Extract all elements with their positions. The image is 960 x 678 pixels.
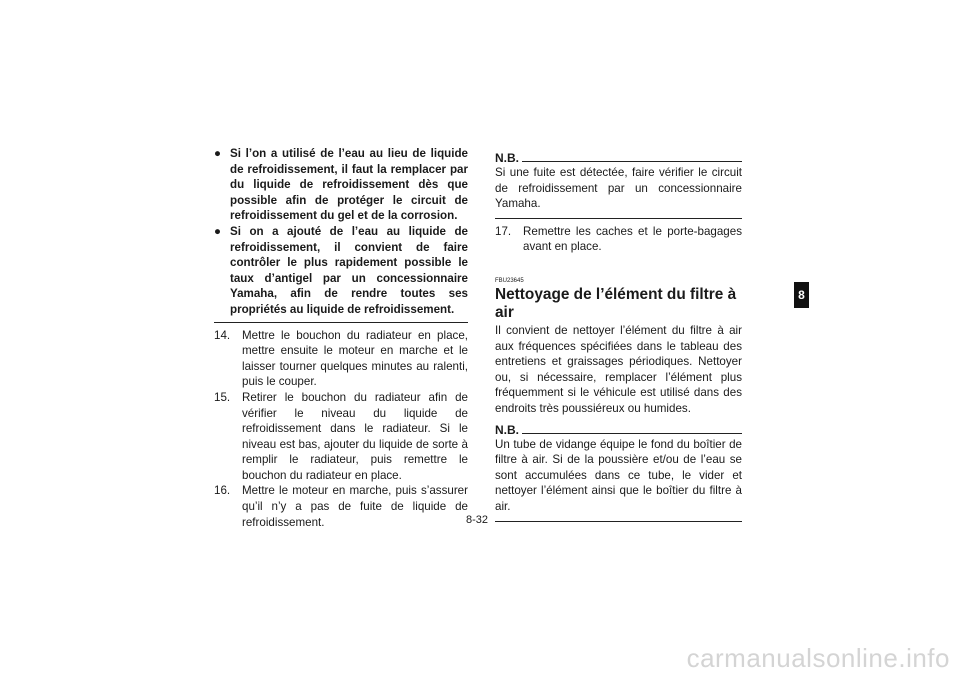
- step-number: 15.: [214, 390, 231, 404]
- section-code: FBU23645: [495, 277, 524, 284]
- note-end-rule: [495, 218, 742, 219]
- warning-bullet-item: [214, 146, 468, 224]
- note-header: [495, 151, 742, 165]
- right-column: [495, 151, 742, 527]
- note-text: Si une fuite est détectée, faire vérifier le circuit de refroidissement par un concessionnaire Yamaha.: [495, 166, 742, 211]
- bullet-icon: ●: [214, 147, 222, 160]
- step-number: 17.: [495, 224, 512, 238]
- warning-text: Si l’on a utilisé de l’eau au lieu de liquide de refroidissement, il faut la remplacer par du liquide de refroidissement dès que possible afin de protéger le circuit de refroidissement du gel et de la corrosion.: [230, 147, 468, 223]
- step-text: Mettre le moteur en marche, puis s’assurer qu’il n’y a pas de fuite de liquide de refroidissement.: [242, 484, 468, 529]
- section-paragraph: Il convient de nettoyer l’élément du filtre à air aux fréquences spécifiées dans le tableau des entretiens et graissages périodiques. Nettoyer ou, si nécessaire, remplacer l’élément plus fréquemment si le véhicule est utilisé dans des endroits très poussiéreux ou humides.: [495, 323, 742, 415]
- step-number: 14.: [214, 328, 231, 342]
- step-text: Retirer le bouchon du radiateur afin de vérifier le niveau du liquide de refroidissement dans le radiateur. Si le niveau est bas, ajouter du liquide de sorte à remplir le radiateur, puis remettre le bouchon du radiateur en place.: [242, 390, 468, 482]
- left-column: [214, 146, 468, 530]
- warning-end-rule: [214, 322, 468, 323]
- chapter-tab: 8: [794, 282, 809, 308]
- section-title: Nettoyage de l’élément du filtre à air: [495, 285, 737, 321]
- note-end-rule: [495, 521, 742, 522]
- bullet-icon: ●: [214, 224, 222, 238]
- note-text: Un tube de vidange équipe le fond du boîtier de filtre à air. Si de la poussière et/ou de l’eau se sont accumulées dans ce tube, le vider et nettoyer l’élément ainsi que le boîtier du filtre à air.: [495, 437, 742, 513]
- step-text: Mettre le bouchon du radiateur en place, mettre ensuite le moteur en marche et le laisser tourner quelques minutes au ralenti, puis le couper.: [242, 328, 468, 389]
- warning-bullet-item: [214, 224, 468, 318]
- note-header: [495, 423, 742, 437]
- warning-text: Si on a ajouté de l’eau au liquide de refroidissement, il convient de faire contrôler le plus rapidement possible le taux d’antigel par un concessionnaire Yamaha, afin de rendre toutes ses propriétés au liquide de refroidissement.: [230, 224, 468, 316]
- step-number: 16.: [214, 484, 231, 498]
- step-text: Remettre les caches et le porte-bagages avant en place.: [523, 224, 742, 254]
- note-rule: [522, 433, 742, 434]
- note-rule: [522, 161, 742, 162]
- step-item: [214, 328, 468, 390]
- note-label: N.B.: [495, 151, 519, 165]
- page-number: 8-32: [466, 514, 489, 526]
- step-item: [214, 390, 468, 484]
- note-label: N.B.: [495, 422, 519, 437]
- watermark: carmanualsonline.info: [686, 643, 950, 673]
- step-item: [214, 483, 468, 530]
- step-item: [495, 224, 742, 255]
